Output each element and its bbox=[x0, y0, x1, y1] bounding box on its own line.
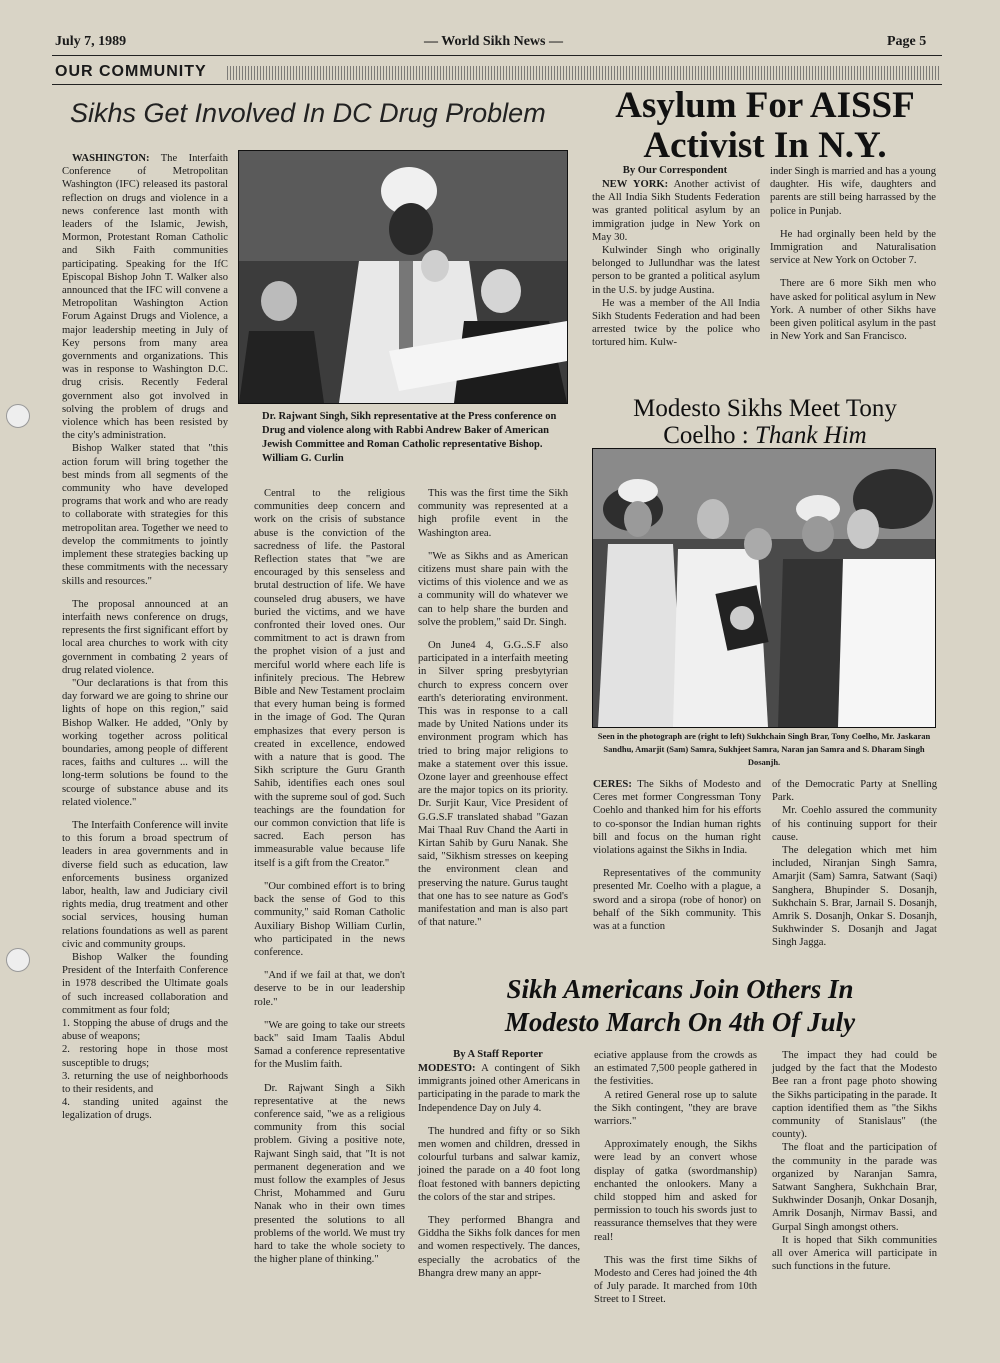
paragraph-text: There are 6 more Sikh men who have asked for political asylum in New York. A number of other Sikhs have been given political asylum in the past in New York and San Francisco. bbox=[770, 278, 936, 343]
paragraph bbox=[418, 1214, 580, 1280]
paragraph-text: This was the first time Sikhs of Modesto and Ceres had joined the 4th of July parade. It marched from 10th Street to I Street. bbox=[594, 1254, 757, 1306]
paragraph-text: "Our combined effort is to bring back the sense of God to this community," said Roman Catholic Auxiliary Bishop William Curlin, who participated in the news conference. bbox=[254, 880, 405, 958]
paragraph-text: Another activist of the All India Sikh Students Federation was granted political asylum by an immigration judge in New York on May 30. bbox=[592, 179, 760, 243]
paragraph-text: of the Democratic Party at Snelling Park. bbox=[772, 779, 937, 804]
paragraph-text: The proposal announced at an interfaith news conference on drugs, represents the first significant effort by local area churches to work with city government in combating 2 years of drug related violence. bbox=[62, 598, 228, 676]
paragraph bbox=[593, 867, 761, 933]
paragraph bbox=[418, 639, 568, 929]
paragraph-text: 1. Stopping the abuse of drugs and the abuse of weapons; bbox=[62, 1018, 228, 1043]
paragraph-text: "We as Sikhs and as American citizens must share pain with the victims of this violence and we as a community will do whatever we can to help share the burden and solve the problem," said Dr. Singh. bbox=[418, 550, 568, 628]
paragraph bbox=[592, 297, 760, 350]
paragraph-text: He was a member of the All India Sikh Students Federation and had been arrested twice by the police who tortured him. Kulw- bbox=[592, 297, 760, 349]
paragraph bbox=[772, 1049, 937, 1141]
paragraph bbox=[62, 819, 228, 951]
paragraph bbox=[254, 1019, 405, 1072]
paragraph-text: Approximately enough, the Sikhs were lead by an convert whose display of gatka (swordmanship) enchanted the onlookers. Many a child stopped him and asked for permission to touch his swords just to reassurance themselves that they were real! bbox=[594, 1139, 757, 1243]
paragraph-text: 2. restoring hope in those most susceptible to drugs; bbox=[62, 1044, 228, 1069]
article1-column-1 bbox=[62, 152, 228, 1123]
article3-headline-italic: Thank Him bbox=[754, 422, 867, 449]
paragraph bbox=[594, 1049, 757, 1089]
article3-column-2 bbox=[772, 778, 937, 950]
article1-column-3 bbox=[418, 487, 568, 930]
dateline: CERES: bbox=[593, 779, 632, 790]
paragraph-text: 4. standing united against the legalization of drugs. bbox=[62, 1097, 228, 1122]
paragraph bbox=[62, 1017, 228, 1043]
paragraph bbox=[62, 442, 228, 587]
paragraph bbox=[62, 1070, 228, 1096]
binder-hole bbox=[6, 948, 30, 972]
page-number: Page 5 bbox=[887, 34, 927, 49]
article4-column-1 bbox=[418, 1062, 580, 1280]
paragraph bbox=[594, 1089, 757, 1129]
article4-byline: By A Staff Reporter bbox=[453, 1049, 543, 1060]
article4-column-3 bbox=[772, 1049, 937, 1273]
paragraph bbox=[418, 1062, 580, 1115]
paragraph bbox=[772, 778, 937, 804]
paragraph-text: Dr. Rajwant Singh a Sikh representative at the news conference said, "we as a religious community from this social problem. Giving a positive note, Rajwant Singh said, that "It is not permanent degeneration and we must follow the examples of Jesus Christ, Mohammed and Guru Nanak who in their own times presented the solutions to all problems of the world. We must try hard to take the whole society to the higher plane of thinking." bbox=[254, 1082, 405, 1266]
article2-column-1 bbox=[592, 178, 760, 350]
paragraph-text: A retired General rose up to salute the Sikh contingent, "they are brave warriors." bbox=[594, 1089, 757, 1128]
newspaper-name: — World Sikh News — bbox=[424, 34, 563, 49]
section-banner bbox=[55, 63, 940, 83]
paragraph-text: Central to the religious communities deep concern and work on the crisis of substance abuse is the conviction of the sacredness of life. the Pastoral Reflection states that "we are encouraged by this senseless and brutal destruction of life. We have counseled drug abusers, we have buried the victims, and we have confronted their loved ones. Our commitment to act is drawn from the prophet vision of a just and merciful world where each life is infinitely precious. The Hebrew Bible and New Testament proclaim that every human being is formed in the image of God. The Quran emphasizes that every person is created in excellence, endowed with a nature that is good. The Sikh scripture the Guru Granth Sahib, identifies each ones soul with the supreme soul of god. Such teachings are the foundation for our common conviction that life is sacred. Each person has immeasurable value because life itself is a gift from the Creator." bbox=[254, 488, 405, 869]
paragraph bbox=[592, 178, 760, 244]
paragraph-text: They performed Bhangra and Giddha the Sikhs folk dances for men and women respectively. The dances, especially the acrobatics of the Bhangra drew many an appr- bbox=[418, 1215, 580, 1279]
paragraph-text: "Our declarations is that from this day forward we are going to shrine our lights of hope on this region," said Bishop Walker. He added, "Only by working together across political boundaries, among people of different races, faiths and cultures ... will the long-term solutions be found to the scourge of substance abuse and its related violence." bbox=[62, 677, 228, 808]
article2-column-2 bbox=[770, 165, 936, 343]
paragraph bbox=[593, 778, 761, 857]
coelho-photo-caption: Seen in the photograph are (right to left) Sukhchain Singh Brar, Tony Coelho, Mr. Jaskaran Sandhu, Amarjit (Sam) Samra, Sukhjeet Samra, Naran jan Samra and S. Dharam Singh Dosanjh. bbox=[597, 731, 931, 767]
paragraph-text: A contingent of Sikh immigrants joined other Americans in participating in the parade to mark the Independence Day on July 4. bbox=[418, 1063, 580, 1114]
paragraph bbox=[418, 487, 568, 540]
dateline: MODESTO: bbox=[418, 1063, 476, 1074]
section-label: OUR COMMUNITY bbox=[55, 63, 213, 81]
article2-headline-line2: Activist In N.Y. bbox=[643, 125, 887, 166]
dateline: WASHINGTON: bbox=[72, 153, 150, 164]
paragraph bbox=[770, 277, 936, 343]
article4-headline-line1: Sikh Americans Join Others In bbox=[506, 974, 854, 1004]
paragraph-text: Bishop Walker stated that "this action forum will bring together the best minds from all segments of the community who have developed programs that work and who are ready to collaborate with strategies for this metropolitan area. Together we need to develop the commitments to jointly implement these strategies backing up these commitments with the necessary skills and resources." bbox=[62, 443, 228, 587]
section-hatch bbox=[227, 66, 940, 80]
paragraph bbox=[254, 1082, 405, 1267]
paragraph bbox=[62, 598, 228, 677]
article1-headline: Sikhs Get Involved In DC Drug Problem bbox=[70, 98, 546, 128]
article4-headline-line2: Modesto March On 4th Of July bbox=[504, 1007, 856, 1037]
paragraph bbox=[772, 1141, 937, 1233]
article2-byline: By Our Correspondent bbox=[622, 165, 728, 176]
issue-date: July 7, 1989 bbox=[55, 34, 127, 49]
paragraph-text: Bishop Walker the founding President of the Interfaith Conference in 1978 described the Ultimate goals of such increased collaboration and commitment as four fold; bbox=[62, 951, 228, 1016]
paragraph-text: Representatives of the community presented Mr. Coelho with a plague, a sword and a siropa (robe of honor) on behalf of the Sikh community. This was at a function bbox=[593, 868, 761, 933]
paragraph-text: The hundred and fifty or so Sikh men women and children, dressed in colourful turbans and salwar kamiz, joined the parade on a 40 foot long float festoned with banners depicting the colors of the star and stripes. bbox=[418, 1125, 580, 1203]
paragraph-text: The impact they had could be judged by the fact that the Modesto Bee ran a front page photo showing the Sikhs participating in the parade. It caption identified them as "the Sikhs community of Stanislaus" (the county). bbox=[772, 1050, 937, 1141]
paragraph-text: The delegation which met him included, Niranjan Singh Samra, Amarjit (Sam) Samra, Satwant (Saqi) Sanghera, Bhupinder S. Dosanjh, Sukhchain S. Brar, Jarnail S. Dosanjh, Amrik S. Dosanjh, Onkar S. Dosanjh, Sukhwinder S. Dosanjh and Jagat Singh Jagga. bbox=[772, 845, 937, 949]
dateline: NEW YORK: bbox=[602, 179, 669, 190]
paragraph-text: It is hoped that Sikh communities all over America will participate in such functions in the future. bbox=[772, 1234, 937, 1273]
press-conference-photo bbox=[238, 150, 568, 404]
paragraph bbox=[254, 969, 405, 1009]
article4-column-2 bbox=[594, 1049, 757, 1307]
paragraph bbox=[62, 152, 228, 442]
paragraph-text: eciative applause from the crowds as an estimated 7,500 people gathered in the festivities. bbox=[594, 1050, 757, 1088]
paragraph bbox=[418, 550, 568, 629]
paragraph-text: The float and the participation of the community in the parade was organized by Naranjan Samra, Satwant Sanghera, Sukhchain Brar, Sukhwinder Dosanjh, Onkar Dosanjh, Amrik Dosanjh, Nirmav Bassi, and Gurpal Singh amongst others. bbox=[772, 1142, 937, 1233]
article3-headline-plain: Coelho : bbox=[663, 422, 755, 449]
paragraph bbox=[62, 1096, 228, 1122]
header-rule bbox=[52, 55, 942, 56]
paragraph-text: 3. returning the use of neighborhoods to their residents, and bbox=[62, 1070, 228, 1096]
paragraph bbox=[770, 228, 936, 268]
article1-column-2 bbox=[254, 487, 405, 1266]
coelho-meeting-photo bbox=[592, 448, 936, 728]
paragraph bbox=[594, 1254, 757, 1307]
article3-headline-line2 bbox=[590, 421, 940, 451]
paragraph-text: He had orginally been held by the Immigration and Naturalisation service at New York on October 7. bbox=[770, 228, 936, 267]
paragraph-text: "And if we fail at that, we don't deserve to be in our leadership role." bbox=[254, 970, 405, 1008]
paragraph bbox=[594, 1138, 757, 1244]
paragraph-text: The Interfaith Conference will invite to this forum a broad spectrum of leaders in area governments and in diverse field such as education, law enforcements business organized labor, health, law and Judiciary civil rights media, drug treatment and other social services, housing human relations foundations as well as parent civic and community groups. bbox=[62, 819, 228, 950]
paragraph bbox=[62, 951, 228, 1017]
paragraph-text: Mr. Coehlo assured the community of his continuing support for their cause. bbox=[772, 805, 937, 843]
paragraph bbox=[772, 1234, 937, 1274]
paragraph-text: inder Singh is married and has a young daughter. His wife, daughters and parents are still being harrassed by the police in Punjab. bbox=[770, 166, 936, 217]
press-photo-caption: Dr. Rajwant Singh, Sikh representative at the Press conference on Drug and violence along with Rabbi Andrew Baker of American Jewish Committee and Roman Catholic representative Bishop. William G. Curlin bbox=[262, 411, 557, 464]
article2-headline-line1: Asylum For AISSF bbox=[615, 85, 915, 126]
paragraph bbox=[770, 165, 936, 218]
article3-headline-line1: Modesto Sikhs Meet Tony bbox=[633, 395, 897, 422]
paragraph bbox=[62, 677, 228, 809]
paragraph bbox=[592, 244, 760, 297]
paragraph-text: "We are going to take our streets back" said Imam Taalis Abdul Samad a conference representative for the Muslim faith. bbox=[254, 1019, 405, 1071]
paragraph bbox=[418, 1125, 580, 1204]
paragraph bbox=[62, 1043, 228, 1069]
paragraph bbox=[772, 844, 937, 950]
paragraph-text: Kulwinder Singh who originally belonged to Jullundhar was the latest person to be granted a political asylum in the U.S. by judge Austina. bbox=[592, 245, 760, 296]
paragraph bbox=[254, 880, 405, 959]
paragraph-text: The Sikhs of Modesto and Ceres met former Congressman Tony Coehlo and thanked him for his efforts to co-sponsor the Indian human rights bill and focus on the human right violations against the Sikhs in India. bbox=[593, 779, 761, 857]
paragraph bbox=[772, 804, 937, 844]
paragraph-text: The Interfaith Conference of Metropolitan Washington (IFC) released its pastoral reflection on drugs and violence in a news conference last month with leaders of the Islamic, Jewish, Mormon, Protestant Roman Catholic and Sikh Faith communities participating. Speaking for the IfC Episcopal Bishop John T. Walker also announced that the IFC will convene a Metropolitan Washington Action Forum Against Drugs and Violence, a major leadership meeting in July of Key persons from many area governments and organizations. This was in response to Washington D.C. drug crisis. Recently Federal government also got involved in solving the problem of drugs and violence which has been resisted by the city's administration. bbox=[62, 153, 228, 442]
paragraph bbox=[254, 487, 405, 870]
binder-hole bbox=[6, 404, 30, 428]
article3-column-1 bbox=[593, 778, 761, 933]
paragraph-text: This was the first time the Sikh community was represented at a high profile event in the Washington area. bbox=[418, 488, 568, 539]
paragraph-text: On June4 4, G.G..S.F also participated in a interfaith meeting in Silver spring presbytyrian church to express concern over earth's deteriorating environment. This was in response to a call made by United Nations under its environment program which has tried to bring major religions to make a statement over this issue. Ozone layer and greenhouse effect are the major topics on its priority. Dr. Surjit Kaur, Vice President of G.G.S.F translated shabad "Gazan Mai Thaal Ruv Chand the Aarti in Kirtan Sahib by Guru Nanak. She said, "Sikhism stresses on keeping the environment clean and preserving the nature. Gurus taught that one has to see nature as God's manifestation and man is also part of that nature." bbox=[418, 640, 568, 929]
